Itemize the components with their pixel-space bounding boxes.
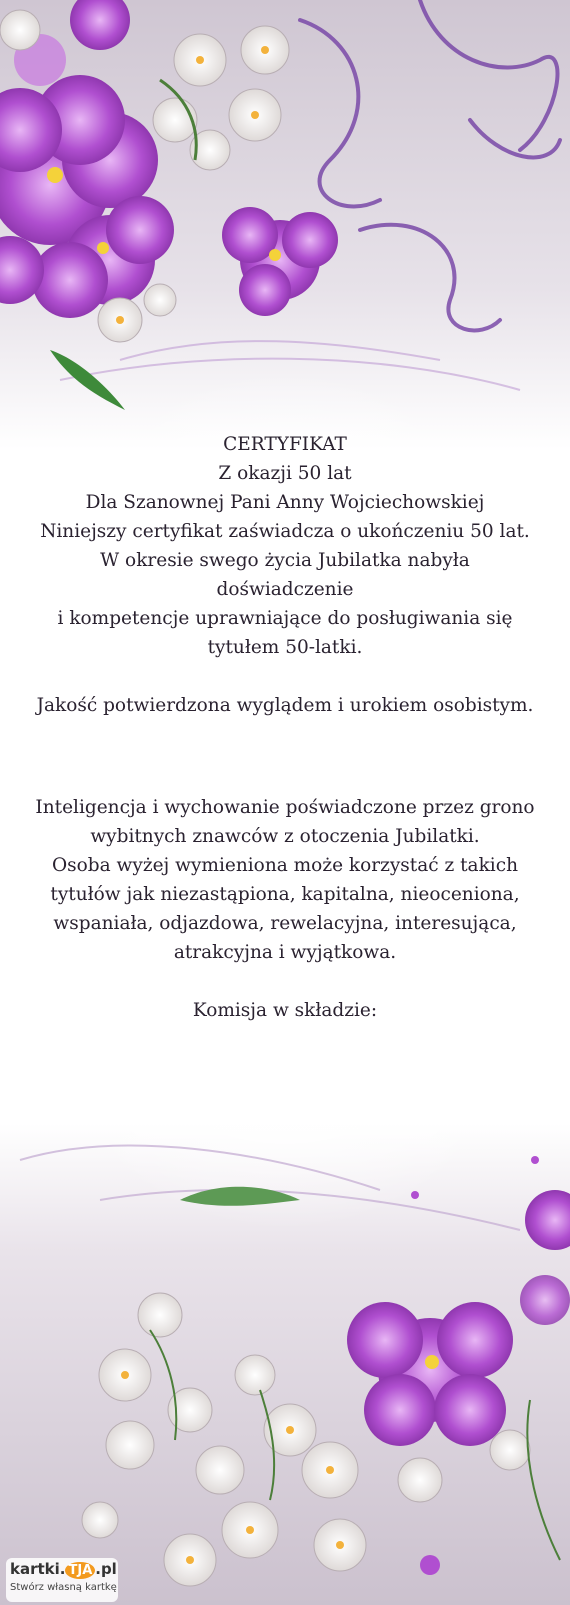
certificate-quality: Jakość potwierdzona wyglądem i urokiem osobistym. [36, 695, 534, 716]
spacer [20, 778, 550, 793]
spacer [20, 662, 550, 691]
certificate-committee: Komisja w składzie: [192, 1000, 378, 1021]
logo-tagline: Stwórz własną kartkę [10, 1582, 117, 1593]
certificate-recipient: Dla Szanownej Pani Anny Wojciechowskiej [85, 492, 485, 513]
certificate-intelligence-line: wybitnych znawców z otoczenia Jubilatki. [90, 826, 480, 847]
certificate-occasion: Z okazji 50 lat [218, 463, 352, 484]
purple-flower-bottom-2 [520, 1190, 570, 1325]
spacer [20, 967, 550, 996]
purple-flower-top-3 [222, 207, 338, 316]
logo-wordmark [10, 1560, 117, 1579]
certificate-intelligence-line: atrakcyjna i wyjątkowa. [173, 942, 397, 963]
spacer [20, 749, 550, 778]
site-logo[interactable] [6, 1558, 118, 1602]
certificate-text [20, 430, 550, 1025]
logo-main-text: kartki. [10, 1560, 66, 1578]
certificate-line: W okresie swego życia Jubilatka nabyła [100, 550, 470, 571]
certificate-line: tytułem 50-latki. [207, 637, 363, 658]
certificate-intelligence-line: Osoba wyżej wymieniona może korzystać z takich [52, 855, 518, 876]
purple-flower-bottom-1 [347, 1302, 513, 1446]
certificate-line: Niniejszy certyfikat zaświadcza o ukończeniu 50 lat. [40, 521, 530, 542]
certificate-intelligence-line: wspaniała, odjazdowa, rewelacyjna, interesująca, [53, 913, 517, 934]
swirl-ornament-top [300, 0, 560, 330]
certificate-intelligence-line: Inteligencja i wychowanie poświadczone przez grono [35, 797, 535, 818]
certificate-line: doświadczenie [216, 579, 354, 600]
certificate-intelligence-line: tytułów jak niezastąpiona, kapitalna, nieoceniona, [50, 884, 520, 905]
spacer [20, 720, 550, 749]
logo-suffix: .pl [95, 1560, 117, 1578]
logo-badge: TJA [65, 1562, 95, 1579]
certificate-title: CERTYFIKAT [223, 434, 347, 455]
certificate-line: i kompetencje uprawniające do posługiwania się [57, 608, 513, 629]
swirl-ornament-bottom [20, 1146, 520, 1230]
